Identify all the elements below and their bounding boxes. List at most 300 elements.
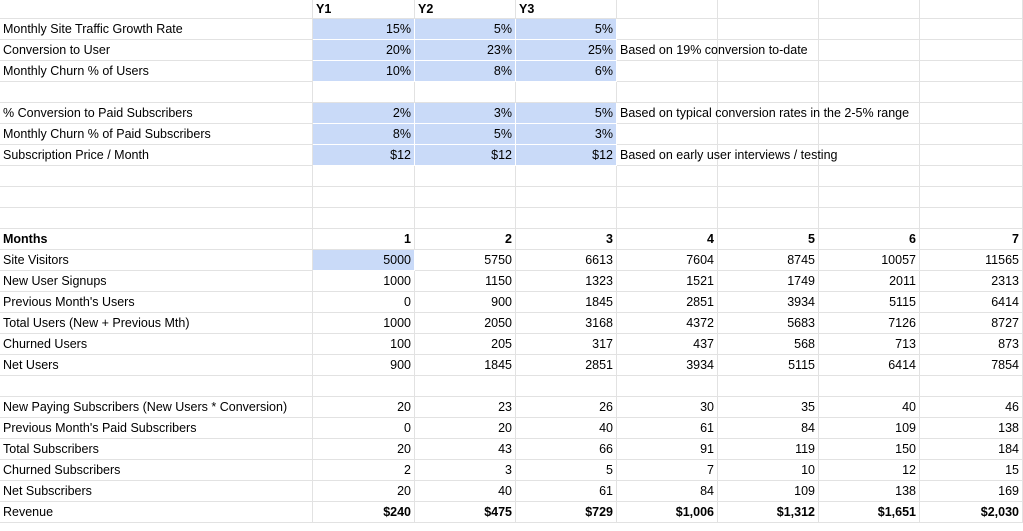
value-cell[interactable] bbox=[920, 481, 1023, 502]
value-cell[interactable] bbox=[920, 460, 1023, 481]
row-label[interactable] bbox=[0, 103, 313, 124]
row-label[interactable] bbox=[0, 376, 313, 397]
value-cell[interactable] bbox=[516, 19, 617, 40]
value-cell-text: 2 bbox=[505, 232, 512, 246]
value-cell-text: 5% bbox=[493, 127, 512, 141]
value-cell[interactable] bbox=[516, 376, 617, 397]
row-label-text: Monthly Site Traffic Growth Rate bbox=[3, 22, 183, 36]
value-cell[interactable] bbox=[516, 124, 617, 145]
value-cell[interactable] bbox=[516, 250, 617, 271]
value-cell-text: 8745 bbox=[787, 253, 815, 267]
value-cell-text: 5683 bbox=[787, 316, 815, 330]
value-cell[interactable] bbox=[516, 292, 617, 313]
value-cell-text: 5115 bbox=[889, 295, 916, 309]
value-cell[interactable] bbox=[920, 103, 1023, 124]
note-cell-text: Based on typical conversion rates in the 2-5% range bbox=[620, 106, 910, 120]
value-cell[interactable] bbox=[313, 103, 415, 124]
value-cell-text: 5% bbox=[594, 22, 613, 36]
value-cell[interactable] bbox=[819, 166, 920, 187]
value-cell[interactable] bbox=[516, 166, 617, 187]
value-cell-text: 20 bbox=[498, 421, 512, 435]
value-cell[interactable] bbox=[516, 271, 617, 292]
value-cell-text: $1,312 bbox=[776, 505, 815, 519]
value-cell[interactable] bbox=[516, 439, 617, 460]
value-cell[interactable] bbox=[920, 250, 1023, 271]
note-cell[interactable] bbox=[617, 145, 838, 166]
value-cell[interactable] bbox=[920, 187, 1023, 208]
value-cell-text: 0 bbox=[404, 421, 411, 435]
value-cell-text: 12 bbox=[902, 463, 916, 477]
value-cell[interactable] bbox=[718, 61, 819, 82]
column-header[interactable] bbox=[819, 0, 920, 19]
value-cell[interactable] bbox=[415, 250, 516, 271]
value-cell-text: 6% bbox=[594, 64, 613, 78]
value-cell-text: $12 bbox=[592, 148, 613, 162]
value-cell[interactable] bbox=[617, 334, 718, 355]
row-label[interactable] bbox=[0, 292, 313, 313]
value-cell-text: 84 bbox=[801, 421, 815, 435]
row-label[interactable] bbox=[0, 145, 313, 166]
value-cell[interactable] bbox=[415, 418, 516, 439]
value-cell[interactable] bbox=[516, 82, 617, 103]
value-cell[interactable] bbox=[516, 418, 617, 439]
value-cell[interactable] bbox=[516, 61, 617, 82]
value-cell-text: 10 bbox=[801, 463, 815, 477]
value-cell-text: 713 bbox=[895, 337, 916, 351]
row-label[interactable] bbox=[0, 250, 313, 271]
value-cell-text: 2851 bbox=[686, 295, 714, 309]
note-cell[interactable] bbox=[617, 103, 910, 124]
value-cell[interactable] bbox=[819, 397, 920, 418]
value-cell[interactable] bbox=[920, 166, 1023, 187]
value-cell[interactable] bbox=[920, 82, 1023, 103]
value-cell[interactable] bbox=[819, 502, 920, 523]
value-cell-text: 900 bbox=[390, 358, 411, 372]
value-cell-text: 7126 bbox=[888, 316, 916, 330]
value-cell[interactable] bbox=[516, 460, 617, 481]
value-cell[interactable] bbox=[415, 481, 516, 502]
value-cell[interactable] bbox=[819, 40, 920, 61]
value-cell[interactable] bbox=[516, 397, 617, 418]
value-cell-text: 900 bbox=[491, 295, 512, 309]
value-cell[interactable] bbox=[415, 82, 516, 103]
value-cell[interactable] bbox=[920, 124, 1023, 145]
value-cell[interactable] bbox=[819, 229, 920, 250]
value-cell[interactable] bbox=[819, 187, 920, 208]
value-cell-text: 40 bbox=[498, 484, 512, 498]
value-cell[interactable] bbox=[415, 460, 516, 481]
value-cell[interactable] bbox=[920, 208, 1023, 229]
value-cell[interactable] bbox=[313, 334, 415, 355]
row-label[interactable] bbox=[0, 334, 313, 355]
value-cell-text: 3168 bbox=[585, 316, 613, 330]
value-cell-text: $12 bbox=[390, 148, 411, 162]
value-cell-text: $475 bbox=[484, 505, 512, 519]
value-cell[interactable] bbox=[819, 250, 920, 271]
value-cell-text: 4372 bbox=[686, 316, 714, 330]
value-cell[interactable] bbox=[819, 418, 920, 439]
value-cell[interactable] bbox=[819, 271, 920, 292]
value-cell[interactable] bbox=[718, 439, 819, 460]
value-cell-text: 43 bbox=[498, 442, 512, 456]
value-cell[interactable] bbox=[920, 502, 1023, 523]
value-cell[interactable] bbox=[819, 334, 920, 355]
value-cell-text: 23 bbox=[498, 400, 512, 414]
value-cell-text: 20% bbox=[385, 43, 411, 57]
value-cell[interactable] bbox=[313, 145, 415, 166]
value-cell[interactable] bbox=[516, 187, 617, 208]
value-cell-text: 119 bbox=[795, 442, 815, 456]
value-cell-text: 84 bbox=[700, 484, 714, 498]
value-cell[interactable] bbox=[313, 19, 415, 40]
value-cell[interactable] bbox=[313, 61, 415, 82]
value-cell[interactable] bbox=[415, 145, 516, 166]
value-cell[interactable] bbox=[819, 460, 920, 481]
row-label[interactable] bbox=[0, 61, 313, 82]
value-cell[interactable] bbox=[313, 166, 415, 187]
value-cell[interactable] bbox=[313, 271, 415, 292]
value-cell[interactable] bbox=[313, 418, 415, 439]
value-cell-text: 6414 bbox=[991, 295, 1019, 309]
value-cell[interactable] bbox=[516, 145, 617, 166]
value-cell[interactable] bbox=[920, 334, 1023, 355]
value-cell[interactable] bbox=[920, 19, 1023, 40]
row-label[interactable] bbox=[0, 229, 313, 250]
row-label-text: Churned Users bbox=[3, 337, 88, 351]
value-cell[interactable] bbox=[415, 229, 516, 250]
value-cell[interactable] bbox=[313, 187, 415, 208]
value-cell[interactable] bbox=[718, 460, 819, 481]
value-cell[interactable] bbox=[516, 103, 617, 124]
value-cell[interactable] bbox=[718, 355, 819, 376]
value-cell[interactable] bbox=[819, 19, 920, 40]
value-cell-text: 40 bbox=[599, 421, 613, 435]
value-cell[interactable] bbox=[718, 397, 819, 418]
value-cell[interactable] bbox=[516, 208, 617, 229]
value-cell[interactable] bbox=[718, 166, 819, 187]
value-cell[interactable] bbox=[920, 145, 1023, 166]
value-cell[interactable] bbox=[415, 502, 516, 523]
value-cell[interactable] bbox=[516, 229, 617, 250]
value-cell[interactable] bbox=[313, 292, 415, 313]
value-cell-text: 8% bbox=[392, 127, 411, 141]
row-label[interactable] bbox=[0, 502, 313, 523]
value-cell[interactable] bbox=[313, 376, 415, 397]
value-cell[interactable] bbox=[313, 397, 415, 418]
note-cell-text: Based on 19% conversion to-date bbox=[620, 43, 808, 57]
value-cell-text: 1845 bbox=[484, 358, 512, 372]
value-cell[interactable] bbox=[819, 439, 920, 460]
row-label[interactable] bbox=[0, 355, 313, 376]
value-cell[interactable] bbox=[415, 124, 516, 145]
value-cell[interactable] bbox=[617, 250, 718, 271]
value-cell[interactable] bbox=[920, 397, 1023, 418]
value-cell[interactable] bbox=[313, 355, 415, 376]
value-cell[interactable] bbox=[617, 187, 718, 208]
value-cell-text: $240 bbox=[383, 505, 411, 519]
value-cell[interactable] bbox=[313, 82, 415, 103]
value-cell[interactable] bbox=[617, 481, 718, 502]
value-cell-text: 3% bbox=[493, 106, 512, 120]
value-cell[interactable] bbox=[718, 418, 819, 439]
value-cell[interactable] bbox=[617, 61, 718, 82]
value-cell[interactable] bbox=[920, 439, 1023, 460]
value-cell[interactable] bbox=[415, 313, 516, 334]
row-label[interactable] bbox=[0, 166, 313, 187]
value-cell[interactable] bbox=[920, 229, 1023, 250]
value-cell[interactable] bbox=[313, 124, 415, 145]
value-cell[interactable] bbox=[819, 376, 920, 397]
value-cell[interactable] bbox=[718, 124, 819, 145]
value-cell-text: 20 bbox=[397, 400, 411, 414]
row-label-text: Monthly Churn % of Paid Subscribers bbox=[3, 127, 211, 141]
value-cell[interactable] bbox=[819, 481, 920, 502]
value-cell[interactable] bbox=[718, 19, 819, 40]
value-cell-text: 1845 bbox=[585, 295, 613, 309]
column-header[interactable] bbox=[920, 0, 1023, 19]
value-cell-text: 873 bbox=[998, 337, 1019, 351]
row-label[interactable] bbox=[0, 418, 313, 439]
column-header[interactable] bbox=[415, 0, 516, 19]
value-cell[interactable] bbox=[313, 40, 415, 61]
value-cell[interactable] bbox=[617, 124, 718, 145]
value-cell[interactable] bbox=[415, 334, 516, 355]
value-cell[interactable] bbox=[313, 313, 415, 334]
value-cell[interactable] bbox=[718, 313, 819, 334]
value-cell-text: 1 bbox=[404, 232, 411, 246]
row-label-text: New User Signups bbox=[3, 274, 107, 288]
column-header[interactable] bbox=[0, 0, 313, 19]
row-label[interactable] bbox=[0, 82, 313, 103]
value-cell-text: 1323 bbox=[585, 274, 613, 288]
value-cell-text: 5750 bbox=[484, 253, 512, 267]
value-cell-text: 3 bbox=[505, 463, 512, 477]
value-cell-text: 1000 bbox=[383, 316, 411, 330]
value-cell[interactable] bbox=[718, 376, 819, 397]
value-cell[interactable] bbox=[819, 355, 920, 376]
value-cell[interactable] bbox=[920, 292, 1023, 313]
column-header[interactable] bbox=[516, 0, 617, 19]
value-cell-text: 8727 bbox=[991, 316, 1019, 330]
value-cell-text: 2% bbox=[392, 106, 411, 120]
value-cell[interactable] bbox=[313, 229, 415, 250]
value-cell[interactable] bbox=[415, 166, 516, 187]
column-header[interactable] bbox=[313, 0, 415, 19]
row-label-text: Subscription Price / Month bbox=[3, 148, 149, 162]
value-cell-text: 46 bbox=[1005, 400, 1019, 414]
value-cell[interactable] bbox=[617, 439, 718, 460]
value-cell-text: 15 bbox=[1005, 463, 1019, 477]
value-cell[interactable] bbox=[617, 313, 718, 334]
value-cell-text: 5115 bbox=[788, 358, 815, 372]
value-cell[interactable] bbox=[617, 418, 718, 439]
row-label[interactable] bbox=[0, 187, 313, 208]
value-cell[interactable] bbox=[920, 313, 1023, 334]
value-cell[interactable] bbox=[516, 355, 617, 376]
value-cell-text: 169 bbox=[998, 484, 1019, 498]
value-cell[interactable] bbox=[718, 292, 819, 313]
value-cell-text: $729 bbox=[585, 505, 613, 519]
value-cell[interactable] bbox=[819, 313, 920, 334]
value-cell[interactable] bbox=[313, 208, 415, 229]
value-cell-text: 23% bbox=[486, 43, 512, 57]
value-cell-text: 7 bbox=[707, 463, 714, 477]
value-cell[interactable] bbox=[415, 19, 516, 40]
value-cell-text: 25% bbox=[587, 43, 613, 57]
value-cell-text: 40 bbox=[902, 400, 916, 414]
value-cell[interactable] bbox=[718, 502, 819, 523]
value-cell-text: 6 bbox=[909, 232, 916, 246]
row-label-text: Site Visitors bbox=[3, 253, 69, 267]
value-cell[interactable] bbox=[415, 376, 516, 397]
row-label[interactable] bbox=[0, 208, 313, 229]
value-cell[interactable] bbox=[516, 313, 617, 334]
value-cell-text: 35 bbox=[801, 400, 815, 414]
value-cell[interactable] bbox=[718, 481, 819, 502]
value-cell[interactable] bbox=[819, 82, 920, 103]
value-cell-text: $12 bbox=[491, 148, 512, 162]
value-cell-text: 4 bbox=[707, 232, 714, 246]
value-cell-text: 100 bbox=[390, 337, 411, 351]
value-cell[interactable] bbox=[718, 334, 819, 355]
value-cell-text: 205 bbox=[491, 337, 512, 351]
value-cell[interactable] bbox=[819, 124, 920, 145]
row-label-text: Total Subscribers bbox=[3, 442, 99, 456]
value-cell-text: 7604 bbox=[686, 253, 714, 267]
value-cell[interactable] bbox=[415, 40, 516, 61]
value-cell[interactable] bbox=[415, 61, 516, 82]
value-cell[interactable] bbox=[516, 40, 617, 61]
value-cell[interactable] bbox=[617, 229, 718, 250]
value-cell[interactable] bbox=[313, 439, 415, 460]
column-header-text: Y1 bbox=[316, 2, 332, 16]
value-cell[interactable] bbox=[920, 61, 1023, 82]
value-cell[interactable] bbox=[617, 460, 718, 481]
column-header[interactable] bbox=[617, 0, 718, 19]
value-cell[interactable] bbox=[516, 481, 617, 502]
value-cell-text: 109 bbox=[794, 484, 815, 498]
value-cell-text: 5000 bbox=[383, 253, 411, 267]
value-cell[interactable] bbox=[617, 19, 718, 40]
value-cell-text: $1,006 bbox=[675, 505, 714, 519]
row-label[interactable] bbox=[0, 124, 313, 145]
value-cell[interactable] bbox=[415, 103, 516, 124]
row-label[interactable] bbox=[0, 397, 313, 418]
value-cell-text: 11565 bbox=[985, 253, 1019, 267]
value-cell[interactable] bbox=[617, 166, 718, 187]
value-cell[interactable] bbox=[617, 376, 718, 397]
row-label-text: Months bbox=[3, 232, 48, 246]
row-label[interactable] bbox=[0, 19, 313, 40]
value-cell[interactable] bbox=[920, 271, 1023, 292]
row-label[interactable] bbox=[0, 439, 313, 460]
row-label-text: Revenue bbox=[3, 505, 54, 519]
column-header[interactable] bbox=[718, 0, 819, 19]
value-cell-text: 91 bbox=[700, 442, 714, 456]
value-cell[interactable] bbox=[920, 376, 1023, 397]
value-cell-text: 138 bbox=[998, 421, 1019, 435]
value-cell[interactable] bbox=[718, 271, 819, 292]
value-cell[interactable] bbox=[617, 292, 718, 313]
value-cell-text: 3 bbox=[606, 232, 613, 246]
value-cell[interactable] bbox=[617, 502, 718, 523]
row-label[interactable] bbox=[0, 271, 313, 292]
value-cell-text: 1749 bbox=[787, 274, 815, 288]
value-cell-text: 61 bbox=[700, 421, 714, 435]
row-label-text: Churned Subscribers bbox=[3, 463, 121, 477]
value-cell-text: $1,651 bbox=[877, 505, 916, 519]
value-cell-text: 5% bbox=[493, 22, 512, 36]
value-cell[interactable] bbox=[819, 208, 920, 229]
value-cell-text: 7854 bbox=[991, 358, 1019, 372]
value-cell-text: $2,030 bbox=[980, 505, 1019, 519]
value-cell-text: 61 bbox=[599, 484, 613, 498]
value-cell[interactable] bbox=[718, 208, 819, 229]
value-cell[interactable] bbox=[617, 397, 718, 418]
value-cell[interactable] bbox=[313, 502, 415, 523]
value-cell[interactable] bbox=[920, 418, 1023, 439]
row-label[interactable] bbox=[0, 313, 313, 334]
row-label-text: Previous Month's Users bbox=[3, 295, 135, 309]
value-cell[interactable] bbox=[920, 40, 1023, 61]
note-cell[interactable] bbox=[617, 40, 808, 61]
value-cell[interactable] bbox=[819, 292, 920, 313]
value-cell[interactable] bbox=[617, 355, 718, 376]
value-cell-text: 2 bbox=[404, 463, 411, 477]
value-cell[interactable] bbox=[415, 271, 516, 292]
value-cell[interactable] bbox=[313, 460, 415, 481]
value-cell[interactable] bbox=[415, 355, 516, 376]
value-cell-text: 2313 bbox=[991, 274, 1019, 288]
value-cell[interactable] bbox=[415, 292, 516, 313]
value-cell[interactable] bbox=[313, 250, 415, 271]
value-cell[interactable] bbox=[313, 481, 415, 502]
value-cell-text: 138 bbox=[895, 484, 916, 498]
value-cell-text: 3934 bbox=[686, 358, 714, 372]
row-label-text: New Paying Subscribers (New Users * Conversion) bbox=[3, 400, 288, 414]
value-cell-text: 2011 bbox=[889, 274, 916, 288]
value-cell[interactable] bbox=[920, 355, 1023, 376]
value-cell-text: 184 bbox=[998, 442, 1019, 456]
value-cell[interactable] bbox=[718, 82, 819, 103]
row-label[interactable] bbox=[0, 481, 313, 502]
row-label[interactable] bbox=[0, 460, 313, 481]
value-cell-text: 150 bbox=[895, 442, 916, 456]
value-cell[interactable] bbox=[415, 439, 516, 460]
value-cell[interactable] bbox=[617, 271, 718, 292]
value-cell[interactable] bbox=[415, 208, 516, 229]
value-cell[interactable] bbox=[718, 250, 819, 271]
row-label[interactable] bbox=[0, 40, 313, 61]
value-cell[interactable] bbox=[617, 82, 718, 103]
value-cell[interactable] bbox=[718, 229, 819, 250]
value-cell-text: 5% bbox=[594, 106, 613, 120]
value-cell[interactable] bbox=[617, 208, 718, 229]
value-cell-text: 437 bbox=[693, 337, 714, 351]
value-cell-text: 0 bbox=[404, 295, 411, 309]
value-cell-text: 109 bbox=[895, 421, 916, 435]
value-cell-text: 317 bbox=[592, 337, 613, 351]
row-label-text: Net Subscribers bbox=[3, 484, 92, 498]
value-cell-text: 5 bbox=[606, 463, 613, 477]
value-cell[interactable] bbox=[819, 61, 920, 82]
value-cell[interactable] bbox=[718, 187, 819, 208]
value-cell[interactable] bbox=[516, 502, 617, 523]
value-cell[interactable] bbox=[516, 334, 617, 355]
value-cell-text: 10057 bbox=[881, 253, 916, 267]
value-cell[interactable] bbox=[415, 397, 516, 418]
value-cell[interactable] bbox=[415, 187, 516, 208]
